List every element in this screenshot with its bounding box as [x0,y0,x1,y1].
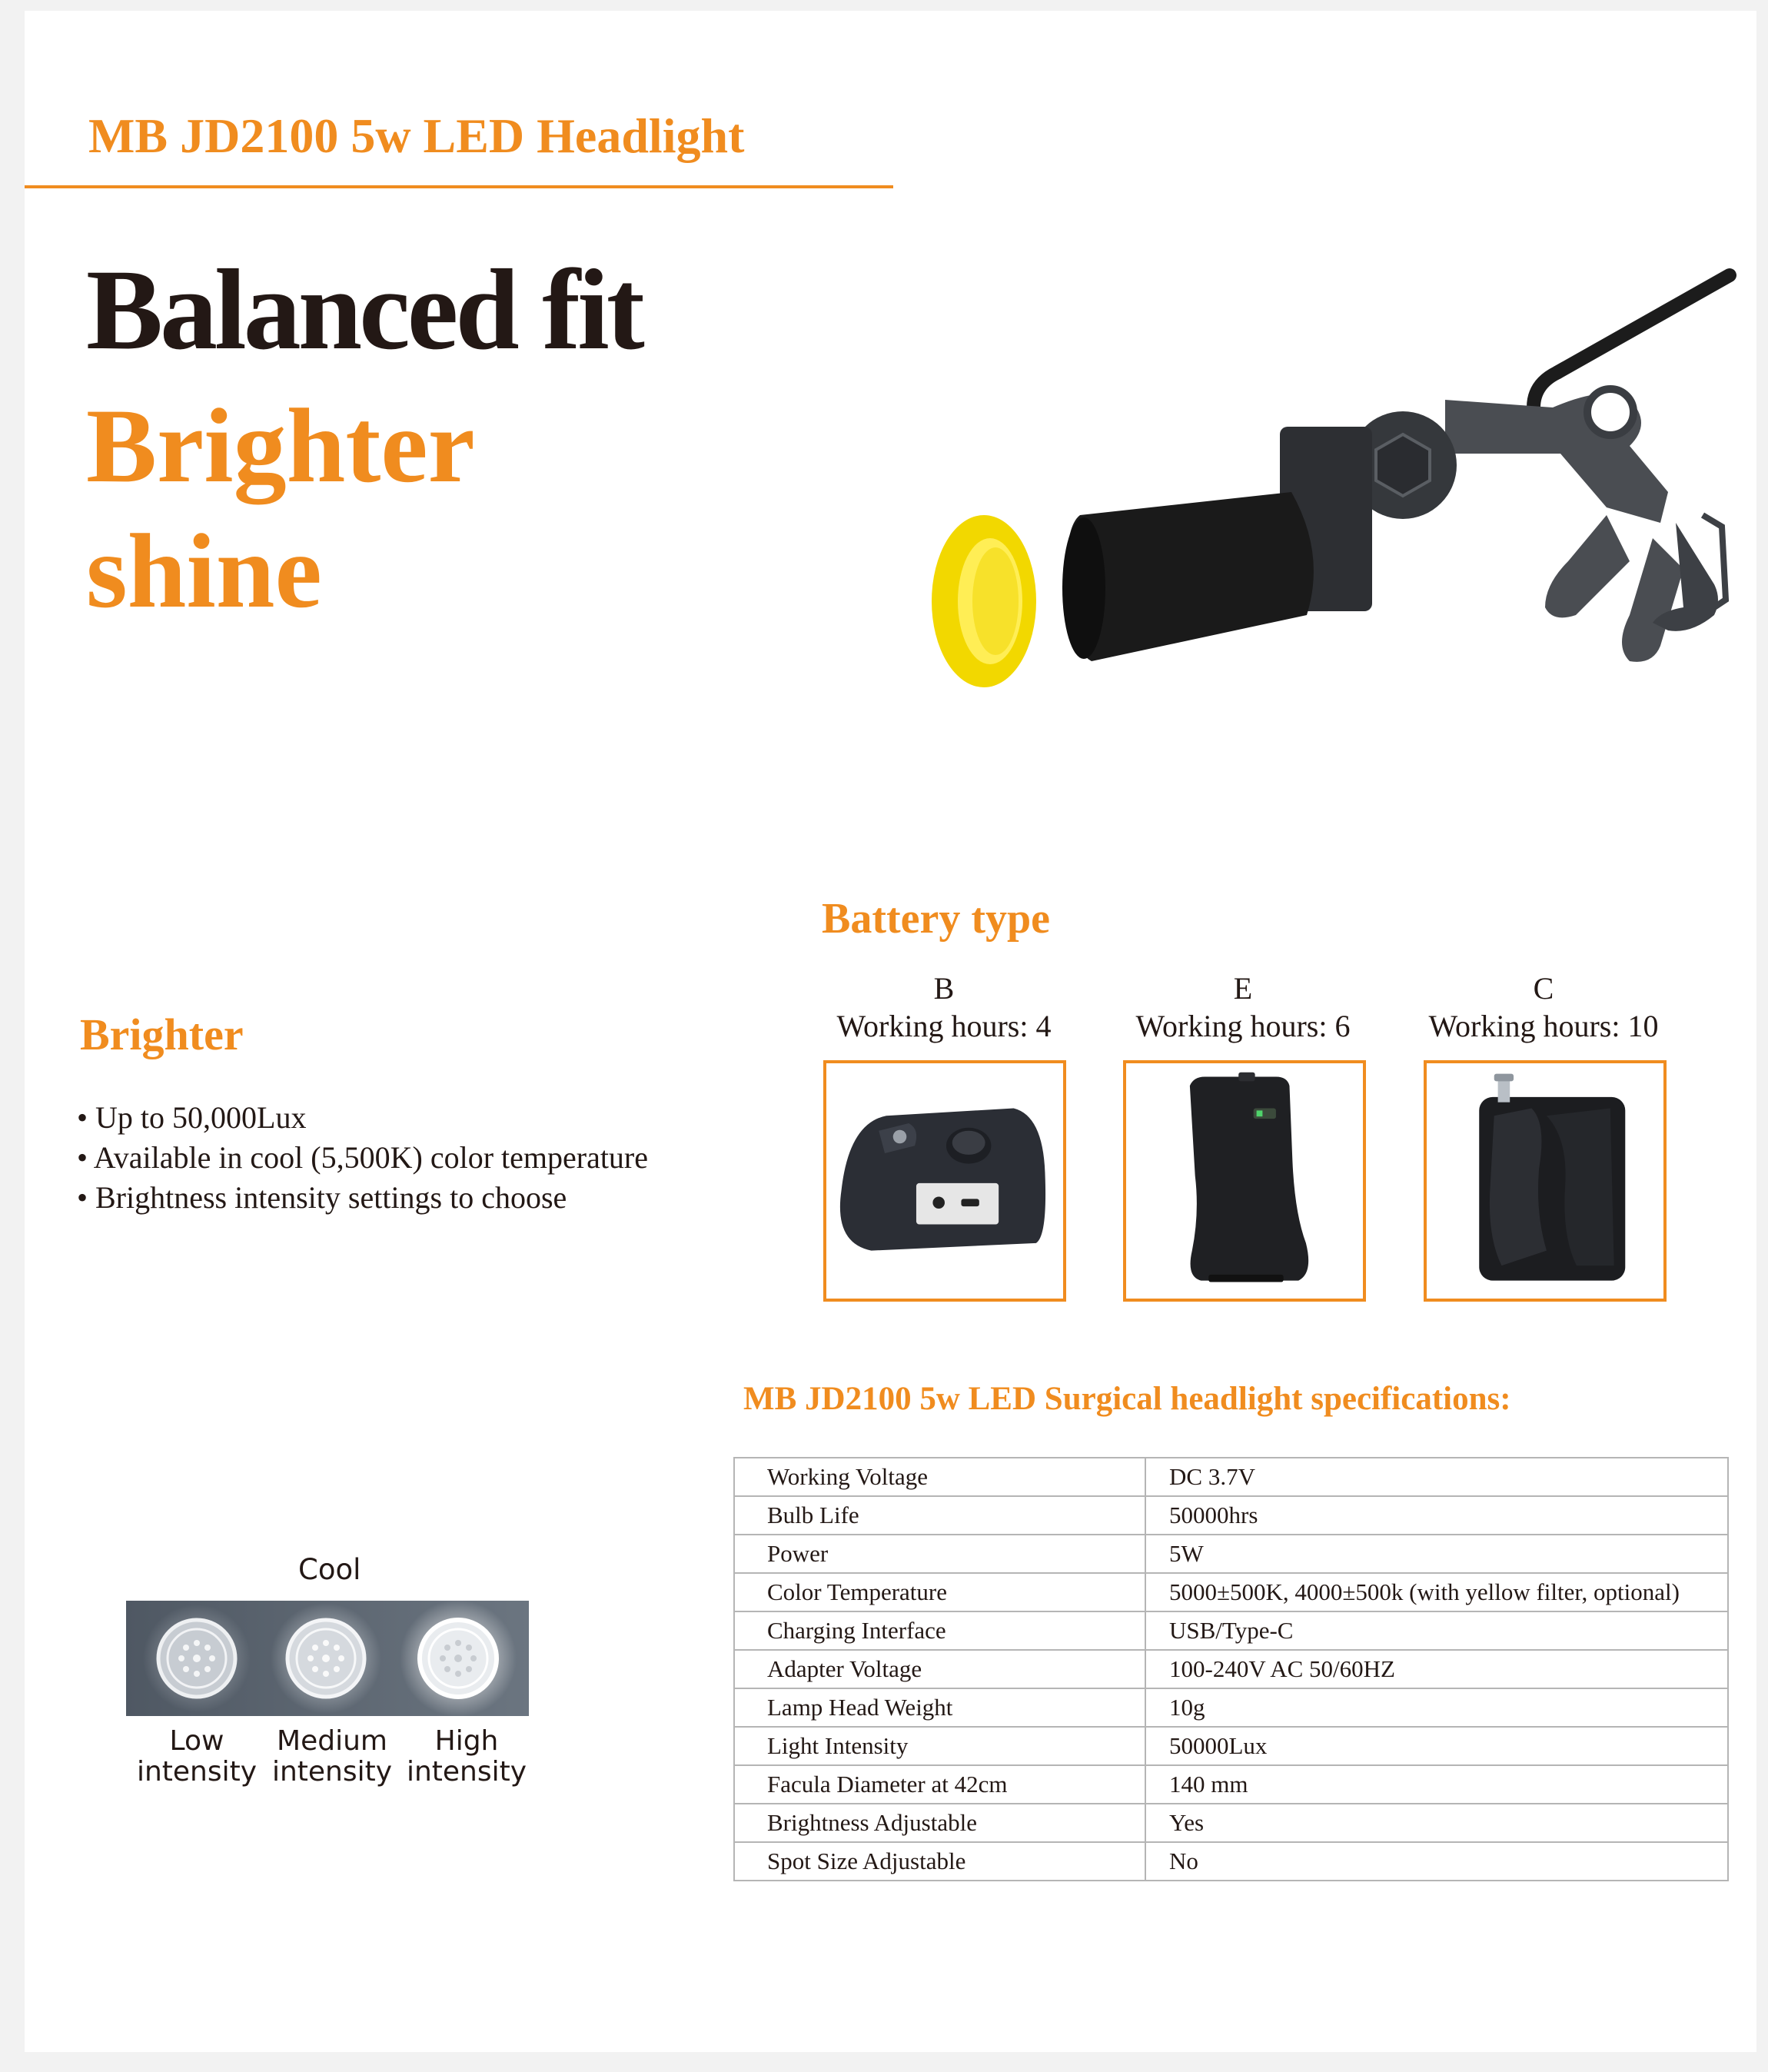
hero-subline-2: shine [86,512,322,630]
spec-label: Facula Diameter at 42cm [734,1765,1145,1804]
spec-value: Yes [1145,1804,1728,1842]
spec-value: No [1145,1842,1728,1881]
spec-value: 50000Lux [1145,1727,1728,1765]
medium-intensity-label: Medium intensity [271,1725,393,1788]
headlight-product-icon [892,261,1737,815]
spec-label: Charging Interface [734,1611,1145,1650]
table-row [734,1804,1728,1842]
medium-intensity-icon [271,1603,381,1714]
table-row [734,1765,1728,1804]
title-underline [25,185,893,188]
spec-value: 10g [1145,1688,1728,1727]
spec-title: MB JD2100 5w LED Surgical headlight specifications: [743,1381,1511,1417]
table-row [734,1842,1728,1881]
feature-list [77,1098,648,1218]
spec-label: Adapter Voltage [734,1650,1145,1688]
brighter-heading: Brighter [80,1009,244,1059]
spec-value: USB/Type-C [1145,1611,1728,1650]
table-row [734,1727,1728,1765]
table-row [734,1611,1728,1650]
high-intensity-icon [400,1601,517,1716]
spec-label: Bulb Life [734,1496,1145,1535]
spec-value: 5000±500K, 4000±500k (with yellow filter, optional) [1145,1573,1728,1611]
low-intensity-label: Low intensity [136,1725,258,1788]
battery-hours: Working hours: 10 [1428,1009,1659,1043]
pouch-battery-icon [823,1060,1066,1302]
battery-type-b [798,970,1090,1046]
spec-value: 5W [1145,1535,1728,1573]
spec-label: Color Temperature [734,1573,1145,1611]
spec-value: 50000hrs [1145,1496,1728,1535]
spec-label: Working Voltage [734,1458,1145,1496]
page-title: MB JD2100 5w LED Headlight [88,108,745,163]
spec-value: 140 mm [1145,1765,1728,1804]
intensity-strip [126,1601,529,1716]
table-row [734,1688,1728,1727]
cool-title: Cool [298,1553,361,1586]
battery-code: E [1233,971,1253,1006]
spec-label: Lamp Head Weight [734,1688,1145,1727]
list-item: • Up to 50,000Lux [77,1100,307,1135]
battery-code: C [1533,971,1554,1006]
spec-label: Brightness Adjustable [734,1804,1145,1842]
table-row [734,1496,1728,1535]
list-item: • Available in cool (5,500K) color temperature [77,1140,649,1175]
spec-label: Power [734,1535,1145,1573]
list-item: • Brightness intensity settings to choose [77,1180,567,1215]
spec-table [733,1457,1729,1881]
spec-value: 100-240V AC 50/60HZ [1145,1650,1728,1688]
hero-subline-1: Brighter [86,387,475,504]
battery-type-e [1097,970,1389,1046]
table-row [734,1573,1728,1611]
low-intensity-icon [143,1605,251,1712]
high-intensity-label: High intensity [406,1725,527,1788]
battery-type-c [1397,970,1690,1046]
tall-battery-icon [1123,1060,1366,1302]
spec-label: Spot Size Adjustable [734,1842,1145,1881]
spec-value: DC 3.7V [1145,1458,1728,1496]
table-row [734,1458,1728,1496]
spec-label: Light Intensity [734,1727,1145,1765]
battery-code: B [933,971,955,1006]
table-row [734,1535,1728,1573]
battery-hours: Working hours: 4 [836,1009,1052,1043]
hero-headline: Balanced fit [86,246,642,374]
table-row [734,1650,1728,1688]
flat-battery-icon [1424,1060,1667,1302]
battery-hours: Working hours: 6 [1135,1009,1351,1043]
battery-heading: Battery type [822,895,1051,943]
